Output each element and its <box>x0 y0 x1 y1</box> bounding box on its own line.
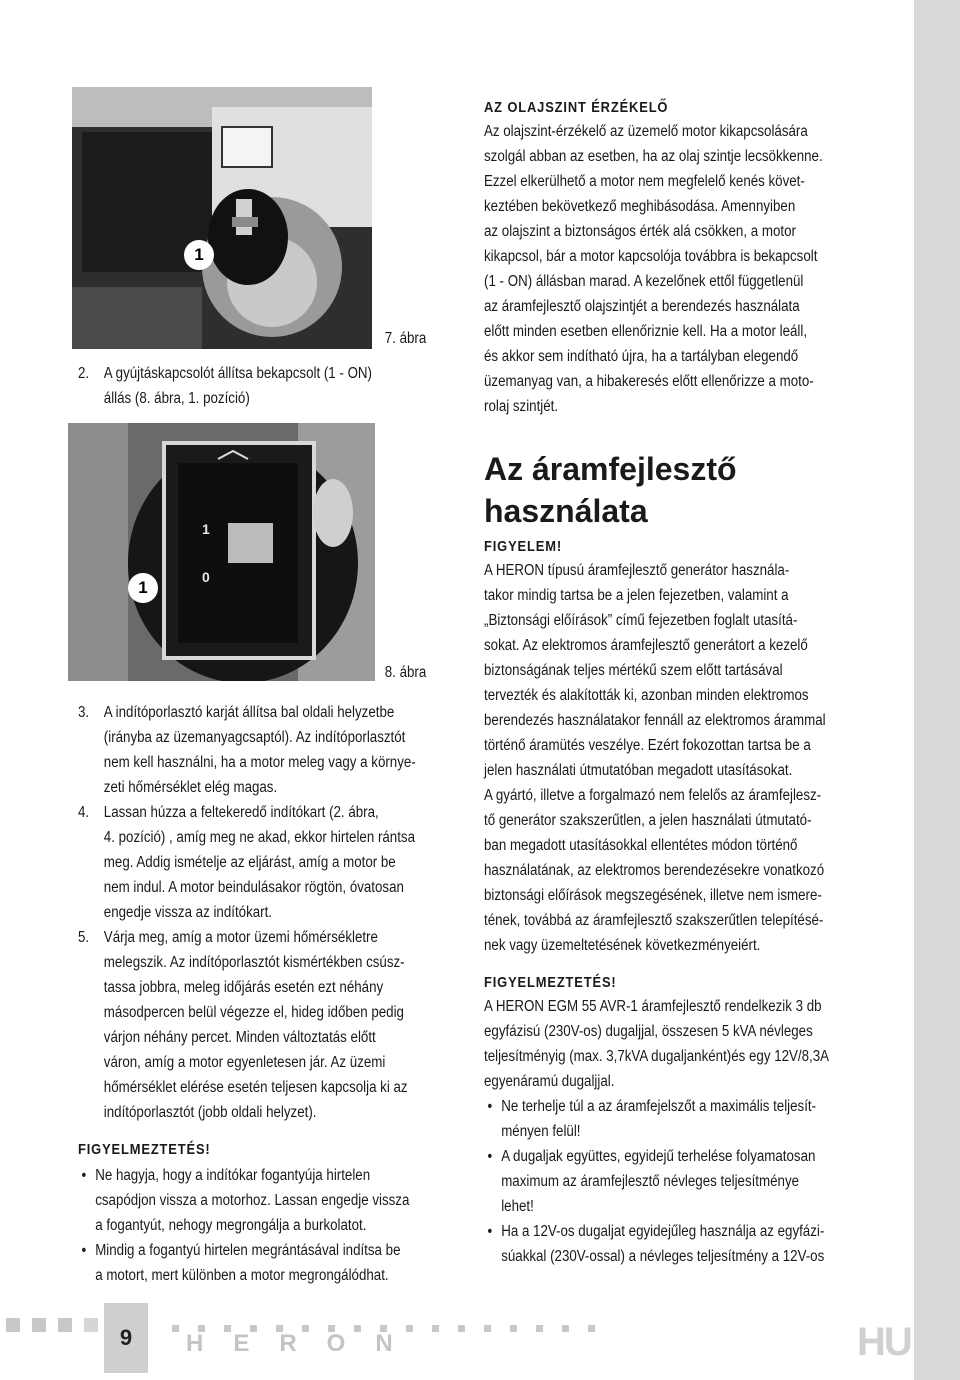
figure-7-photo <box>72 87 372 349</box>
warning-bullet <box>484 1144 829 1219</box>
bullet-line: a motort, mert különben a motor megrongálódhat. <box>95 1267 389 1284</box>
warning-line: egyfázisú (230V-os) dugaljjal, összesen 5 kVA névleges <box>484 1023 813 1040</box>
step-5-line: tassa jobbra, meleg időjárás esetén ezt néhány <box>103 979 384 996</box>
oil-line: és akkor sem indítható újra, ha a tartályban elegendő <box>484 348 799 365</box>
step-2-number: 2. <box>78 365 90 382</box>
page-number: 9 <box>119 1325 133 1350</box>
attention-line: történő áramütés veszélye. Ezért fokozottan tartsa be a <box>484 737 811 754</box>
warning-heading: FIGYELMEZTETÉS! <box>484 974 617 991</box>
figure-8-marker: 1 <box>128 573 158 603</box>
step-3-line: A indítóporlasztó karját állítsa bal oldali helyzetbe <box>103 704 395 721</box>
step-3-line: (irányba az üzemanyagcsaptól). Az indítóporlasztót <box>103 729 406 746</box>
attention-line: nek vagy üzemeltetésének következményeiért. <box>484 937 761 954</box>
step-5-line: Várja meg, amíg a motor üzemi hőmérsékletre <box>103 929 378 946</box>
step-3 <box>78 700 416 800</box>
step-2-line: A gyújtáskapcsolót állítsa bekapcsolt (1 - ON) <box>103 365 373 382</box>
warning-line: A HERON EGM 55 AVR-1 áramfejlesztő rendelkezik 3 db <box>484 998 822 1015</box>
step-5-line: melegszik. Az indítóporlasztót kismértékben csúsz- <box>103 954 405 971</box>
switch-label-on: 1 <box>202 521 210 537</box>
oil-line: előtt minden esetben ellenőriznie kell. Ha a motor leáll, <box>484 323 808 340</box>
step-2 <box>78 361 372 411</box>
attention-line: tervezték és alakították ki, azonban minden elektromos <box>484 687 809 704</box>
attention-line: biztonságának teljes mértékű szem előtt tartásával <box>484 662 783 679</box>
step-3-line: zeti hőmérséklet elég magas. <box>103 779 278 796</box>
attention-line: jelen használati útmutatóban megadott utasításokat. <box>484 762 793 779</box>
attention-line: tő generátor szakszerűtlen, a jelen használati útmutató- <box>484 812 812 829</box>
switch-label-off: 0 <box>202 569 210 585</box>
oil-line: az áramfejlesztő olajszintjét a berendezés használata <box>484 298 800 315</box>
bullet-line: • Mindig a fogantyú hirtelen megrántásával indítsa be <box>95 1242 401 1259</box>
bullet-line: • A dugaljak együttes, egyidejű terhelése folyamatosan <box>501 1148 816 1165</box>
oil-line: az olajszint a biztonságos érték alá csökken, a motor <box>484 223 796 240</box>
oil-sensor-section <box>484 97 823 419</box>
attention-line: A gyártó, illetve a forgalmazó nem felelős az áramfejlesz- <box>484 787 822 804</box>
brand-logo: HERON <box>186 1330 423 1357</box>
page-number-box <box>104 1303 148 1373</box>
oil-line: Ezzel elkerülhető a motor nem megfelelő kenés követ- <box>484 173 805 190</box>
step-3-number: 3. <box>78 704 90 721</box>
oil-sensor-heading: AZ OLAJSZINT ÉRZÉKELŐ <box>484 99 669 116</box>
left-warning-bullet <box>78 1163 416 1238</box>
bullet-line: a fogantyút, nehogy megrongálja a burkolatot. <box>95 1217 367 1234</box>
figure-8-photo <box>68 423 375 681</box>
figure-8-caption: 8. ábra <box>384 664 426 681</box>
warning-line: teljesítményig (max. 3,7kVA dugaljanként)és egy 12V/8,3A <box>484 1048 830 1065</box>
attention-line: A HERON típusú áramfejlesztő generátor használa- <box>484 562 790 579</box>
step-4-number: 4. <box>78 804 90 821</box>
bullet-line: maximum az áramfejlesztő névleges teljesítménye <box>501 1173 800 1190</box>
oil-line: (1 - ON) állásban marad. A kezelőnek ettől függetlenül <box>484 273 804 290</box>
step-3-line: nem kell használni, ha a motor meleg vagy a környe- <box>103 754 416 771</box>
warning-line: egyenáramú dugaljjal. <box>484 1073 615 1090</box>
step-5-line: indítóporlasztót (jobb oldali helyzet). <box>103 1104 317 1121</box>
oil-line: Az olajszint-érzékelő az üzemelő motor kikapcsolására <box>484 123 808 140</box>
step-5-line: hőmérséklet elérése esetén teljesen kapcsolja ki az <box>103 1079 408 1096</box>
step-4-line: meg. Addig ismételje az eljárást, amíg a motor be <box>103 854 396 871</box>
bullet-line: • Ne terhelje túl a az áramfejelszőt a maximális teljesít- <box>501 1098 817 1115</box>
section-title-line: használata <box>484 493 648 529</box>
section-title-line: Az áramfejlesztő <box>484 451 737 487</box>
page-edge-strip <box>914 0 960 1380</box>
step-4-line: nem indul. A motor beindulásakor rögtön, óvatosan <box>103 879 404 896</box>
attention-line: berendezés használatakor fennáll az elektromos árammal <box>484 712 826 729</box>
attention-heading: FIGYELEM! <box>484 538 562 555</box>
language-code: HU <box>857 1320 911 1364</box>
attention-line: használatának, az elektromos berendezésekre vonatkozó <box>484 862 825 879</box>
step-4-line: engedje vissza az indítókart. <box>103 904 273 921</box>
step-4-line: 4. pozíció) , amíg meg ne akad, ekkor hirtelen rántsa <box>103 829 415 846</box>
step-5-number: 5. <box>78 929 90 946</box>
bullet-line: • Ha a 12V-os dugaljat egyidejűleg használja az egyfázi- <box>501 1223 825 1240</box>
oil-line: keztében bekövetkező meghibásodása. Amennyiben <box>484 198 796 215</box>
left-warning-bullet <box>78 1238 416 1288</box>
step-5 <box>78 925 416 1125</box>
figure-7-caption: 7. ábra <box>384 330 426 347</box>
footer-left-squares <box>6 1316 110 1334</box>
step-4-line: Lassan húzza a feltekeredő indítókart (2. ábra, <box>103 804 379 821</box>
switch-photo-illustration <box>68 423 375 681</box>
oil-line: üzemanyag van, a hibakeresés előtt ellenőrizze a moto- <box>484 373 814 390</box>
oil-line: szolgál abban az esetben, ha az olaj szintje lecsökkenne. <box>484 148 823 165</box>
attention-line: biztonsági előírások megszegésének, illetve nem ismere- <box>484 887 822 904</box>
step-5-line: várjon néhány percet. Minden változtatás előtt <box>103 1029 376 1046</box>
attention-line: „Biztonsági előírások” című fejezetben foglalt utasítá- <box>484 612 798 629</box>
bullet-line: lehet! <box>501 1198 534 1215</box>
attention-line: takor mindig tartsa be a jelen fejezetben, valamint a <box>484 587 789 604</box>
bullet-line: ményen felül! <box>501 1123 581 1140</box>
bullet-line: súakkal (230V-ossal) a névleges teljesítmény a 12V-os <box>501 1248 825 1265</box>
step-4 <box>78 800 416 925</box>
bullet-line: • Ne hagyja, hogy a indítókar fogantyúja hirtelen <box>95 1167 371 1184</box>
figure-7-marker: 1 <box>184 240 214 270</box>
attention-line: sokat. Az elektromos áramfejlesztő generátort a kezelő <box>484 637 808 654</box>
engine-photo-illustration <box>72 87 372 349</box>
steps-3-5 <box>78 700 416 1288</box>
oil-line: rolaj szintjét. <box>484 398 559 415</box>
attention-line: tének, továbbá az áramfejlesztő szakszerűtlen telepítésé- <box>484 912 824 929</box>
oil-line: kikapcsol, bár a motor kapcsolója továbbra is bekapcsolt <box>484 248 818 265</box>
step-5-line: váron, amíg a motor egyenletesen jár. Az üzemi <box>103 1054 386 1071</box>
section-title <box>484 448 737 532</box>
warning-bullet <box>484 1094 829 1144</box>
attention-line: ban megadott utasításokkal ellentétes módon történő <box>484 837 798 854</box>
attention-section <box>484 536 829 1269</box>
bullet-line: csapódjon vissza a motorhoz. Lassan engedje vissza <box>95 1192 410 1209</box>
left-warning-heading: FIGYELMEZTETÉS! <box>78 1141 211 1158</box>
step-5-line: másodpercen belül végezze el, hideg időben pedig <box>103 1004 404 1021</box>
warning-bullet <box>484 1219 829 1269</box>
step-2-line: állás (8. ábra, 1. pozíció) <box>103 390 250 407</box>
